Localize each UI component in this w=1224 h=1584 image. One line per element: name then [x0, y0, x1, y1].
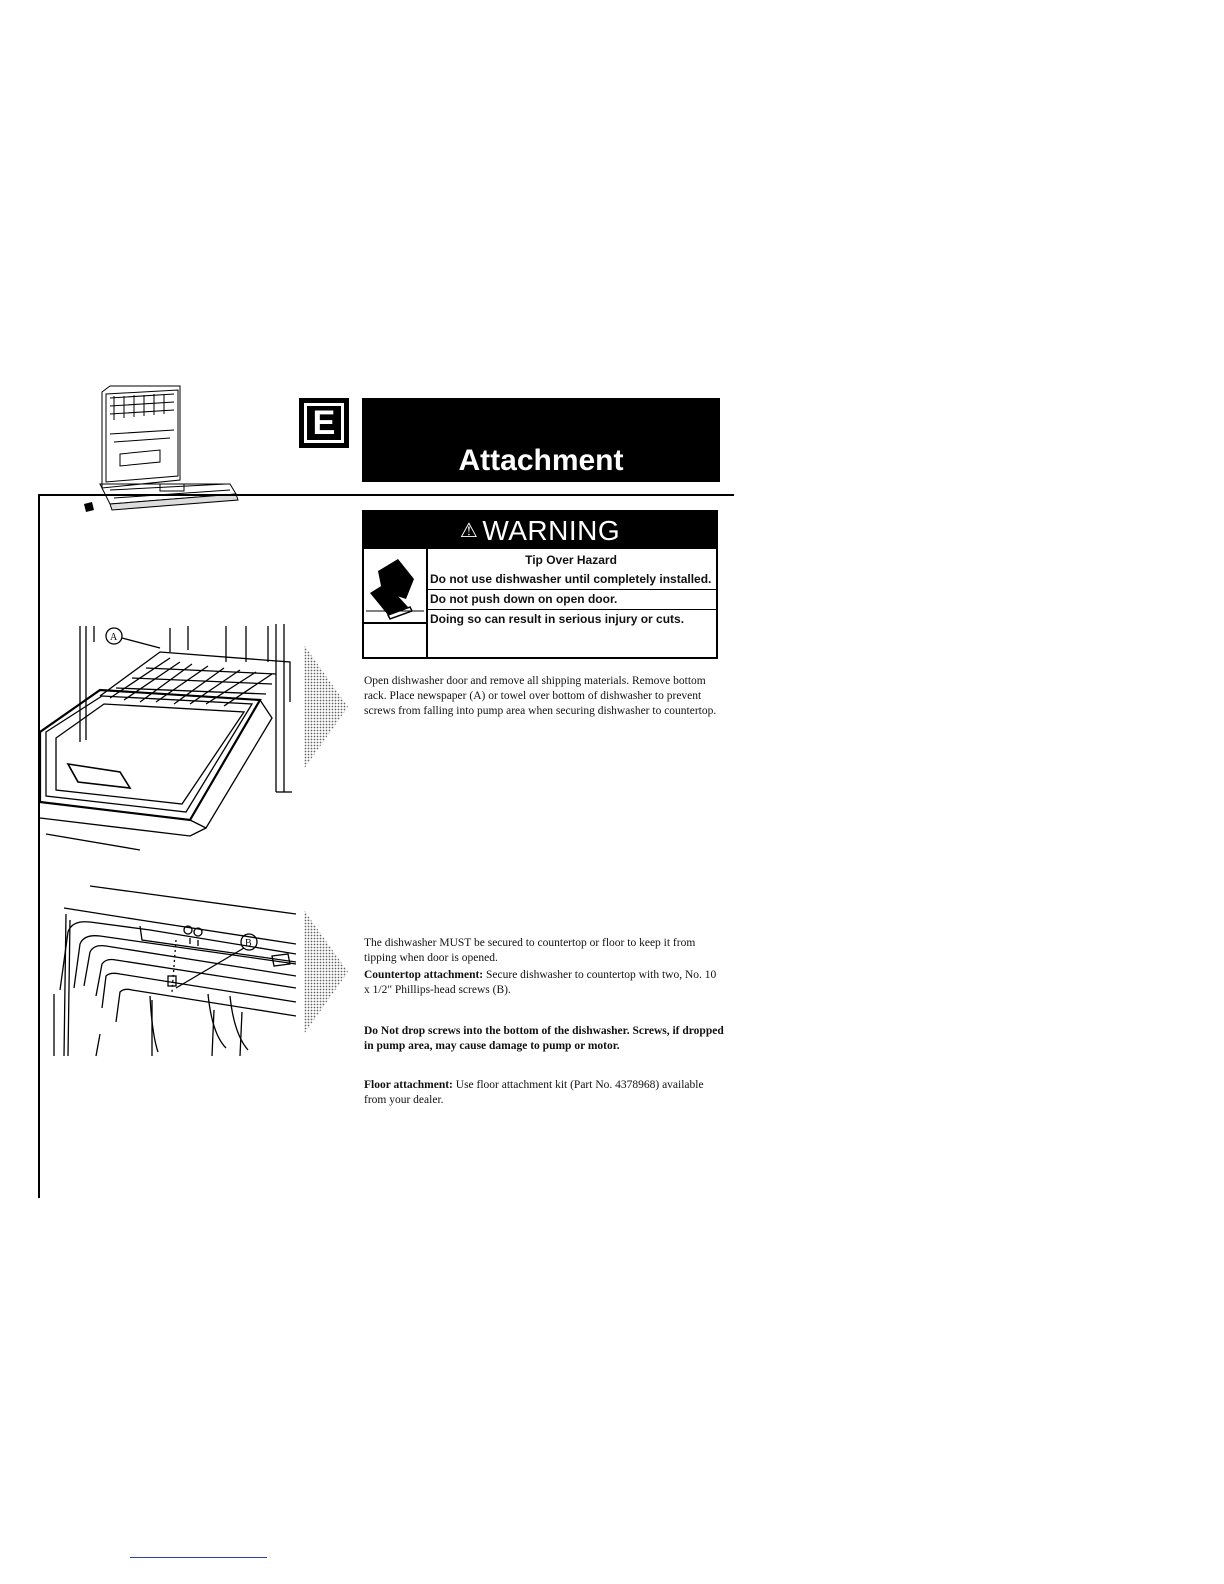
warning-banner	[364, 512, 716, 549]
warning-text	[430, 553, 712, 629]
section-title-bar	[362, 398, 720, 482]
floor-attachment-label: Floor attachment:	[364, 1079, 453, 1091]
warning-line-3: Doing so can result in serious injury or cuts.	[430, 612, 685, 626]
callout-b-label: B	[245, 938, 252, 949]
floor-attachment-text: Use floor attachment kit (Part No. 4378968) available from your dealer.	[364, 1079, 704, 1106]
step1-instructions: Open dishwasher door and remove all shipping materials. Remove bottom rack. Place newspaper (A) or towel over bottom of dishwasher to prevent screws from falling into pump area when securing dishwasher to countertop.	[364, 675, 717, 717]
countertop-screw-illustration	[40, 884, 296, 1060]
tip-over-hazard-icon	[364, 549, 424, 621]
countertop-attachment-text: Secure dishwasher to countertop with two, No. 10 x 1/2" Phillips-head screws (B).	[364, 969, 717, 996]
tip-over-icon-cell	[364, 549, 428, 657]
step2-intro: The dishwasher MUST be secured to countertop or floor to keep it from tipping when door is opened.	[364, 937, 696, 964]
countertop-attachment-instructions	[364, 968, 724, 998]
header-rule	[40, 494, 734, 496]
screw-caution: Do Not drop screws into the bottom of the dishwasher. Screws, if dropped in pump area, may cause damage to pump or motor.	[364, 1025, 724, 1052]
countertop-attachment-label: Countertop attachment:	[364, 969, 484, 981]
step-arrow-2	[304, 910, 348, 1034]
section-letter: E	[304, 403, 344, 443]
step-arrow-1	[304, 645, 348, 769]
section-title: Attachment	[458, 444, 624, 477]
warning-box	[362, 510, 718, 659]
warning-line-2: Do not push down on open door.	[430, 592, 618, 606]
warning-line-1: Do not use dishwasher until completely installed.	[430, 572, 712, 586]
footer-link-underline	[130, 1557, 267, 1558]
warning-triangle-icon: ⚠	[459, 520, 479, 542]
floor-attachment-instructions	[364, 1078, 724, 1108]
warning-banner-text: WARNING	[482, 514, 621, 546]
dishwasher-thumbnail-illustration	[80, 384, 240, 522]
section-letter-badge	[299, 398, 349, 448]
callout-a-label: A	[110, 632, 118, 643]
warning-hazard-title: Tip Over Hazard	[525, 553, 617, 567]
open-door-newspaper-illustration	[40, 622, 292, 852]
